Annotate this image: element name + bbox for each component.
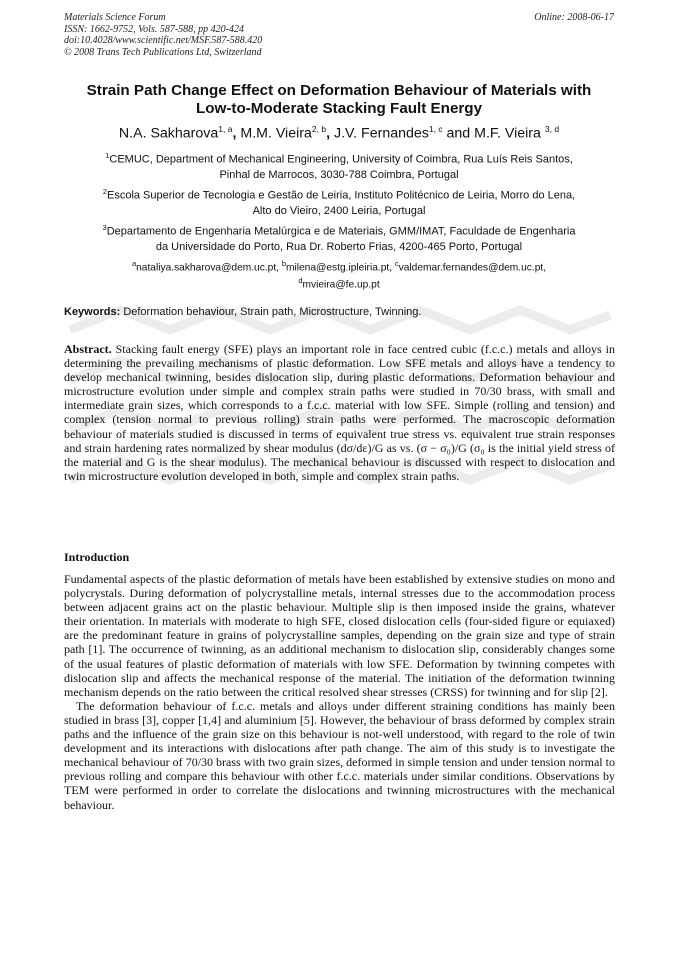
affiliation-line: Departamento de Engenharia Metalúrgica e de Materiais, GMM/IMAT, Faculdade de Engenharia: [106, 225, 576, 238]
affiliation-2: [62, 184, 616, 219]
author-sup: 1, c: [428, 124, 443, 134]
author-name: M.M. Vieira: [240, 125, 312, 142]
paragraph: The deformation behaviour of f.c.c. metals and alloys under different straining conditions has mainly been studied in brass [3], copper [1,4] and aluminium [5]. However, the behaviour of brass deformed by complex strain paths and the influence of the grain size on this behaviour is not-well understood, with regard to the role of twin development and its interactions with dislocations after path change. The aim of this study is to investigate the mechanical behaviour of 70/30 brass with two grain sizes, deformed in simple tension and under tension normal to previous rolling and compare this behaviour with other f.c.c. materials under similar conditions. Observations by TEM were performed in order to correlate the dislocations and twinning microstructures with the mechanical behaviour.: [64, 698, 615, 812]
introduction-body: [64, 572, 615, 812]
author-emails: [62, 258, 616, 292]
issn: ISSN: 1662-9752, Vols. 587-588, pp 420-424: [64, 23, 244, 35]
section-heading: Introduction: [64, 550, 130, 564]
author-conjunction: and: [446, 125, 471, 142]
email-link[interactable]: milena@estg.ipleiria.pt,: [286, 262, 393, 274]
doi: doi:10.4028/www.scientific.net/MSF.587-588.420: [64, 35, 263, 46]
keywords-label: Keywords:: [64, 306, 121, 318]
title-line-1: Strain Path Change Effect on Deformation Behaviour of Materials with: [86, 82, 592, 99]
affiliation-3: [62, 220, 616, 255]
abstract-text: Stacking fault energy (SFE) plays an important role in face centred cubic (f.c.c.) metals and alloys in determining the prevailing mechanisms of plastic deformation. Low SFE metals and alloys have a tendency to develop mechanical twinning, besides dislocation slip, during plastic deformations. Deformation behaviour and microstructure evolution under simple and complex strain paths were studied in 70/30 brass, with small and intermediate grain sizes, which corresponds to a f.c.c. material with low SFE. Simple (rolling and tension) and complex (tension normal to previous rolling) strain paths were performed. The macroscopic deformation behaviour of materials studied is discussed in terms of equivalent true stress vs. equivalent true strain responses and strain hardening rates normalized by shear modulus (dσ/dε)/G as vs. (σ − σ₀)/G (σ₀ is the initial yield stress of the material and G is the shear modulus). The mechanical behaviour is discussed with respect to dislocation and twin microstructure evolution developed in both, simple and complex strain paths.: [64, 342, 616, 483]
email-sup: c: [394, 259, 399, 268]
affiliation-line: Pinhal de Marrocos, 3030-788 Coimbra, Portugal: [219, 168, 459, 181]
running-header: [64, 12, 614, 58]
author-sup: 1, a: [218, 124, 233, 134]
affiliation-sup: 1: [105, 151, 110, 160]
email-link[interactable]: mvieira@fe.up.pt: [302, 279, 380, 291]
author-sup: 3, d: [544, 124, 560, 134]
abstract-label: Abstract.: [64, 342, 112, 356]
author-name: M.F. Vieira: [474, 125, 541, 142]
affiliation-sup: 2: [102, 187, 107, 196]
affiliation-line: CEMUC, Department of Mechanical Engineering, University of Coimbra, Rua Luís Reis Santos,: [109, 153, 573, 166]
email-link[interactable]: valdemar.fernandes@dem.uc.pt,: [398, 262, 547, 274]
affiliation-line: da Universidade do Porto, Rua Dr. Roberto Frias, 4200-465 Porto, Portugal: [155, 240, 523, 253]
email-link[interactable]: nataliya.sakharova@dem.uc.pt,: [136, 262, 279, 274]
affiliation-sup: 3: [102, 223, 107, 232]
title-line-2: Low-to-Moderate Stacking Fault Energy: [195, 100, 483, 117]
author-name: N.A. Sakharova: [118, 125, 219, 142]
author-list: N.A. Sakharova$^{1, a}$, M.M. Vieira$^{2, b}$, J.V. Fernandes$^{1, c}$ and M.F. Vieira $^{3, d}$: [118, 124, 560, 142]
journal-name: Materials Science Forum: [64, 12, 166, 23]
email-sup: b: [281, 259, 286, 268]
online-date: Online: 2008-06-17: [534, 12, 614, 23]
paragraph: Fundamental aspects of the plastic deformation of metals have been established by extensive studies on mono and polycrystals. During deformation of polycrystalline metals, internal stresses due to the accommodation process between adjacent grains act on the plastic behaviour. Multiple slip is then imposed inside the grains, whatever their orientation. In materials with moderate to high SFE, closed dislocation cells (four-sided figure or equiaxed) are the predominant feature in grains of polycrystalline samples, depending on the grain size and type of strain path [1]. The occurrence of twinning, as an additional mechanism to dislocation slip, considerably changes some of the usual features of plastic deformation of materials with low SFE. Deformation by twinning competes with dislocation slip and affects the mechanical response of the material. The initiation of the deformation twinning mechanism depends on the ratio between the critical resolved shear stresses (CRSS) for twinning and for slip [2].: [64, 572, 615, 699]
copyright: © 2008 Trans Tech Publications Ltd, Switzerland: [64, 46, 262, 58]
email-sup: a: [131, 259, 137, 268]
affiliation-line: Escola Superior de Tecnologia e Gestão de Leiria, Instituto Politécnico de Leiria, Morro do Lena,: [106, 189, 576, 202]
keywords: [64, 306, 614, 318]
author-sup: 2, b: [311, 124, 327, 134]
abstract: [64, 342, 615, 483]
email-sup: d: [298, 275, 303, 285]
affiliation-1: [62, 148, 616, 183]
keywords-text: Deformation behaviour, Strain path, Microstructure, Twinning.: [123, 306, 422, 318]
author-name: J.V. Fernandes: [333, 125, 429, 142]
paper-title: [40, 82, 638, 118]
affiliation-line: Alto do Vieiro, 2400 Leiria, Portugal: [252, 204, 426, 217]
